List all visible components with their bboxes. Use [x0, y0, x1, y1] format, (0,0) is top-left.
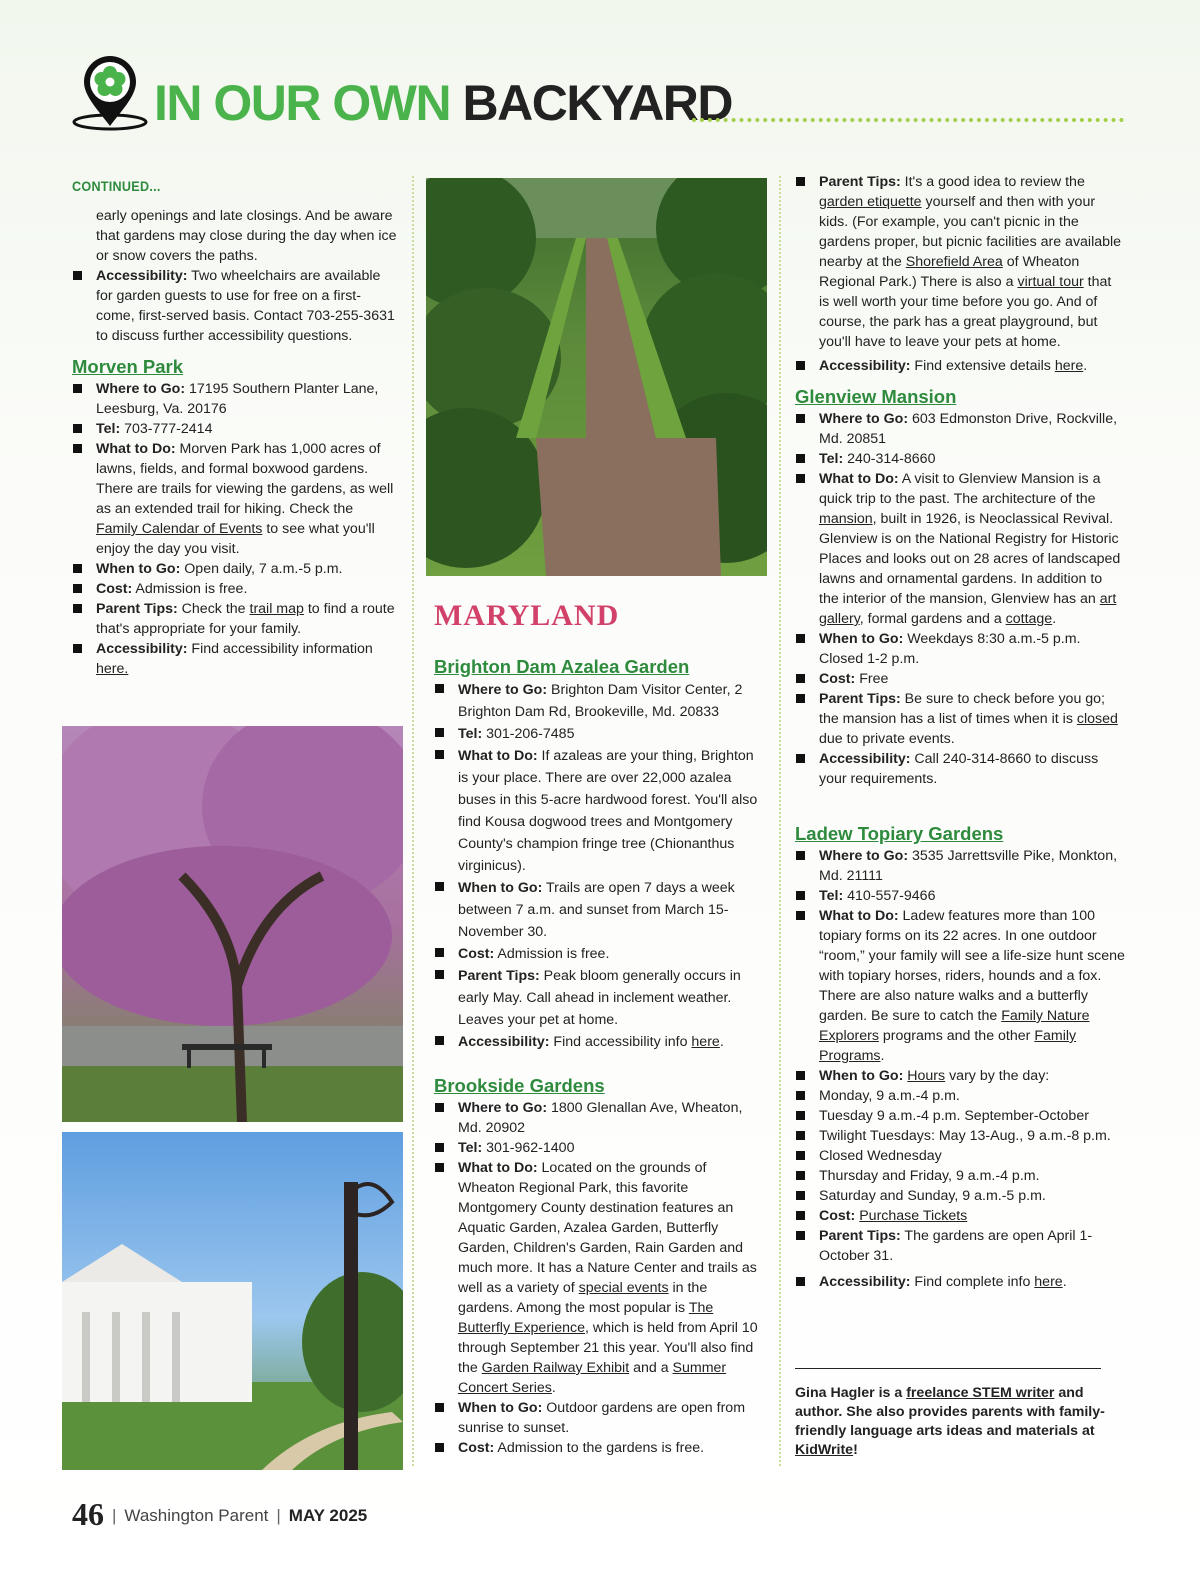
map-pin-flower-icon	[70, 52, 150, 132]
bullet-icon	[796, 474, 805, 483]
page-number: 46	[72, 1496, 104, 1532]
continued-label: CONTINUED...	[72, 178, 161, 194]
list-item: Where to Go: 1800 Glenallan Ave, Wheaton, Md. 20902	[434, 1098, 766, 1138]
list-item: What to Do: Ladew features more than 100 topiary forms on its 22 acres. In one outdoor “room,” your family will see a life-size hunt scene with topiary horses, riders, hounds and a fox. There are also nature walks and a butterfly garden. Be sure to catch the Family Nature Explorers programs and the other Family Programs.	[795, 906, 1125, 1066]
bullet-icon	[796, 1231, 805, 1240]
list-item: Accessibility: Find extensive details here.	[795, 356, 1125, 376]
list-item: What to Do: A visit to Glenview Mansion is a quick trip to the past. The architecture of the mansion, built in 1926, is Neoclassical Revival. Glenview is on the National Registry for Historic Places and looks out on 28 acres of landscaped lawns and ornamental gardens. In addition to the interior of the mansion, Glenview has an art gallery, formal gardens and a cottage.	[795, 469, 1125, 629]
list-item: Tel: 301-962-1400	[434, 1138, 766, 1158]
bullet-icon	[435, 750, 444, 759]
bullet-icon	[796, 634, 805, 643]
link-kidwrite[interactable]: KidWrite	[795, 1442, 854, 1458]
list-item: Parent Tips: It's a good idea to review the garden etiquette yourself and then with your kids. (For example, you can't picnic in the gardens proper, but picnic facilities are available nearby at the Shorefield Area of Wheaton Regional Park.) There is also a virtual tour that is well worth your time before you go. And of course, the park has a great playground, but you'll have to leave your pets at home.	[795, 172, 1125, 352]
link-art-gallery[interactable]: art gallery	[819, 591, 1117, 627]
list-item: Where to Go: 603 Edmonston Drive, Rockville, Md. 20851	[795, 409, 1125, 449]
bullet-icon	[796, 1151, 805, 1160]
list-item: Accessibility: Find complete info here.	[795, 1272, 1125, 1292]
bullet-icon	[435, 1036, 444, 1045]
link-virtual-tour[interactable]: virtual tour	[1017, 274, 1084, 290]
bullet-icon	[796, 891, 805, 900]
list-item: Twilight Tuesdays: May 13-Aug., 9 a.m.-8 p.m.	[795, 1126, 1125, 1146]
byline-rule	[795, 1368, 1101, 1369]
bullet-icon	[73, 584, 82, 593]
list-item: Saturday and Sunday, 9 a.m.-5 p.m.	[795, 1186, 1125, 1206]
link-here[interactable]: here.	[96, 661, 129, 677]
list-item: When to Go: Outdoor gardens are open from sunrise to sunset.	[434, 1398, 766, 1438]
bullet-icon	[796, 1191, 805, 1200]
bullet-icon	[435, 728, 444, 737]
bullet-icon	[435, 1403, 444, 1412]
link-hours[interactable]: Hours	[907, 1068, 946, 1084]
bullet-icon	[435, 970, 444, 979]
bullet-icon	[796, 1211, 805, 1220]
section-title-brighton-dam[interactable]: Brighton Dam Azalea Garden	[434, 656, 690, 677]
title-dotted-rule	[692, 118, 1124, 122]
bullet-icon	[796, 1277, 805, 1286]
bullet-icon	[435, 948, 444, 957]
bullet-icon	[73, 604, 82, 613]
title-dark: BACKYARD	[462, 75, 733, 131]
list-item: When to Go: Open daily, 7 a.m.-5 p.m.	[72, 559, 398, 579]
bullet-icon	[796, 911, 805, 920]
page-title	[154, 75, 733, 131]
bullet-icon	[796, 1091, 805, 1100]
footer-separator: |	[276, 1506, 281, 1525]
link-mansion[interactable]: mansion	[819, 511, 873, 527]
bullet-icon	[73, 444, 82, 453]
bullet-icon	[73, 644, 82, 653]
photo-redbud-tree	[62, 726, 403, 1122]
bullet-icon	[435, 882, 444, 891]
list-item: Cost: Admission is free.	[434, 943, 766, 965]
bullet-icon	[435, 1103, 444, 1112]
page-header	[70, 52, 1130, 132]
bullet-icon	[796, 754, 805, 763]
list-item: Cost: Purchase Tickets	[795, 1206, 1125, 1226]
bullet-icon	[435, 1163, 444, 1172]
bullet-icon	[73, 424, 82, 433]
list-item: Tel: 301-206-7485	[434, 723, 766, 745]
list-item: Accessibility: Find accessibility information here.	[72, 639, 398, 679]
bullet-icon	[796, 674, 805, 683]
bullet-icon	[796, 414, 805, 423]
bullet-icon	[796, 694, 805, 703]
bullet-icon	[435, 1443, 444, 1452]
bullet-icon	[796, 851, 805, 860]
link-closed[interactable]: closed	[1076, 711, 1118, 727]
bullet-icon	[796, 361, 805, 370]
link-here[interactable]: here	[1034, 1274, 1063, 1290]
list-item: What to Do: Located on the grounds of Wheaton Regional Park, this favorite Montgomery County destination features an Aquatic Garden, Azalea Garden, Butterfly Garden, Children's Garden, Rain Garden and much more. It has a Nature Center and trails as well as a variety of special events in the gardens. Among the most popular is The Butterfly Experience, which is held from April 10 through September 21 this year. You'll also find the Garden Railway Exhibit and a Summer Concert Series.	[434, 1158, 766, 1398]
bullet-icon	[796, 177, 805, 186]
link-freelance-stem-writer[interactable]: freelance STEM writer	[906, 1385, 1055, 1401]
section-title-morven-park[interactable]: Morven Park	[72, 356, 184, 377]
link-trail-map[interactable]: trail map	[249, 601, 304, 617]
link-family-calendar[interactable]: Family Calendar of Events	[96, 521, 263, 537]
list-item: When to Go: Hours vary by the day:	[795, 1066, 1125, 1086]
list-item: Tel: 240-314-8660	[795, 449, 1125, 469]
link-family-programs[interactable]: Family Programs	[819, 1028, 1077, 1064]
list-item: When to Go: Weekdays 8:30 a.m.-5 p.m. Closed 1-2 p.m.	[795, 629, 1125, 669]
list-item: Cost: Admission to the gardens is free.	[434, 1438, 766, 1458]
list-item: Parent Tips: Check the trail map to find a route that's appropriate for your family.	[72, 599, 398, 639]
bullet-icon	[435, 1143, 444, 1152]
list-item: Where to Go: 17195 Southern Planter Lane, Leesburg, Va. 20176	[72, 379, 398, 419]
section-title-ladew-topiary[interactable]: Ladew Topiary Gardens	[795, 823, 1004, 844]
list-item: Accessibility: Find accessibility info here.	[434, 1031, 766, 1053]
section-title-glenview-mansion[interactable]: Glenview Mansion	[795, 386, 957, 407]
link-cottage[interactable]: cottage	[1005, 611, 1053, 627]
list-item: When to Go: Trails are open 7 days a week between 7 a.m. and sunset from March 15-November 30.	[434, 877, 766, 943]
link-special-events[interactable]: special events	[578, 1280, 669, 1296]
list-item: Tel: 410-557-9466	[795, 886, 1125, 906]
list-item: Tuesday 9 a.m.-4 p.m. September-October	[795, 1106, 1125, 1126]
lead-paragraph: early openings and late closings. And be aware that gardens may close during the day when ice or snow covers the paths.	[96, 208, 397, 264]
column-middle	[434, 598, 766, 1458]
bullet-icon	[73, 564, 82, 573]
link-family-nature-explorers[interactable]: Family Nature Explorers	[819, 1008, 1090, 1044]
list-item: Monday, 9 a.m.-4 p.m.	[795, 1086, 1125, 1106]
list-item: Cost: Admission is free.	[72, 579, 398, 599]
column-left	[72, 176, 398, 679]
link-purchase-tickets[interactable]: Purchase Tickets	[859, 1208, 968, 1224]
section-title-brookside-gardens[interactable]: Brookside Gardens	[434, 1075, 605, 1096]
list-item: Accessibility: Call 240-314-8660 to discuss your requirements.	[795, 749, 1125, 789]
state-heading: MARYLAND	[434, 599, 620, 632]
bullet-icon	[435, 684, 444, 693]
title-green: IN OUR OWN	[154, 75, 451, 131]
list-item: Closed Wednesday	[795, 1146, 1125, 1166]
bullet-icon	[796, 454, 805, 463]
list-item: What to Do: Morven Park has 1,000 acres of lawns, fields, and formal boxwood gardens. There are trails for viewing the gardens, as well as an extended trail for hiking. Check the Family Calendar of Events to see what you'll enjoy the day you visit.	[72, 439, 398, 559]
bullet-icon	[796, 1071, 805, 1080]
column-divider	[779, 176, 781, 1466]
link-here[interactable]: here	[691, 1034, 720, 1050]
photo-garden-path	[426, 178, 767, 576]
link-garden-etiquette[interactable]: garden etiquette	[819, 194, 922, 210]
column-divider	[412, 176, 414, 1466]
bullet-icon	[796, 1131, 805, 1140]
list-item: Cost: Free	[795, 669, 1125, 689]
list-item: Thursday and Friday, 9 a.m.-4 p.m.	[795, 1166, 1125, 1186]
list-item: What to Do: If azaleas are your thing, Brighton is your place. There are over 22,000 azalea buses in this 5-acre hardwood forest. You'll also find Kousa dogwood trees and Montgomery County's champion fringe tree (Chionanthus virginicus).	[434, 745, 766, 877]
list-item: Parent Tips: Peak bloom generally occurs in early May. Call ahead in inclement weather. Leaves your pet at home.	[434, 965, 766, 1031]
magazine-name: Washington Parent	[124, 1506, 269, 1525]
list-item: Parent Tips: The gardens are open April 1-October 31.	[795, 1226, 1125, 1266]
list-item: Parent Tips: Be sure to check before you go; the mansion has a list of times when it is closed due to private events.	[795, 689, 1125, 749]
list-item: Where to Go: 3535 Jarrettsville Pike, Monkton, Md. 21111	[795, 846, 1125, 886]
bullet-icon	[73, 384, 82, 393]
bullet-icon	[73, 271, 82, 280]
issue-date: MAY 2025	[288, 1506, 368, 1525]
link-butterfly-experience[interactable]: The Butterfly Experience	[458, 1300, 714, 1336]
footer-separator: |	[112, 1506, 117, 1525]
link-shorefield-area[interactable]: Shorefield Area	[905, 254, 1003, 270]
link-summer-concert[interactable]: Summer Concert Series	[458, 1360, 727, 1396]
column-right	[795, 172, 1125, 1292]
author-bio: Gina Hagler is a freelance STEM writer and author. She also provides parents with family-friendly language arts ideas and materials at KidWrite!	[795, 1385, 1105, 1458]
bullet-icon	[796, 1111, 805, 1120]
photo-glenview-mansion	[62, 1132, 403, 1470]
list-item: Where to Go: Brighton Dam Visitor Center, 2 Brighton Dam Rd, Brookeville, Md. 20833	[434, 679, 766, 723]
list-item: Tel: 703-777-2414	[72, 419, 398, 439]
link-garden-railway[interactable]: Garden Railway Exhibit	[481, 1360, 630, 1376]
page-footer	[72, 1496, 367, 1533]
bullet-icon	[796, 1171, 805, 1180]
list-item: Accessibility: Two wheelchairs are available for garden guests to use for free on a first-come, first-served basis. Contact 703-255-3631 to discuss further accessibility questions.	[72, 266, 398, 346]
link-here[interactable]: here	[1054, 358, 1084, 374]
